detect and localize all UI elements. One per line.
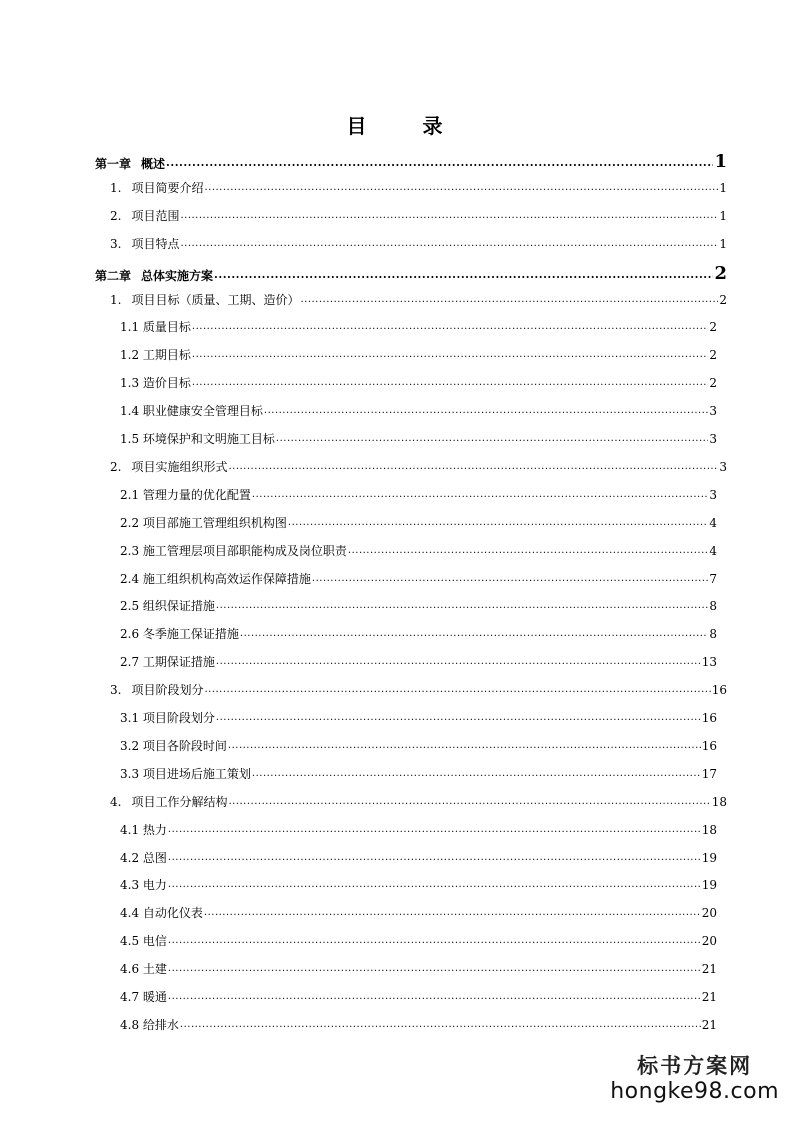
toc-subsection-entry[interactable] <box>120 1017 717 1033</box>
toc-page-number: 2 <box>709 348 717 362</box>
toc-entry-label <box>110 459 227 475</box>
toc-subsection-entry[interactable] <box>120 822 717 838</box>
toc-entry-label <box>120 487 251 503</box>
toc-entry-text: 2.4 施工组织机构高效运作保障措施 <box>120 572 311 586</box>
toc-entry-text: 2.6 冬季施工保证措施 <box>120 627 239 641</box>
toc-entry-label <box>120 431 275 447</box>
toc-entry-label <box>110 236 179 252</box>
toc-page-number: 8 <box>709 599 717 613</box>
toc-subsection-entry[interactable] <box>120 403 717 419</box>
toc-entry-label <box>120 933 167 949</box>
toc-page-number: 20 <box>701 934 717 948</box>
toc-dot-leader <box>228 740 701 754</box>
toc-page-number: 3 <box>709 488 717 502</box>
toc-entry-number: 3. <box>110 683 122 697</box>
toc-entry-label <box>120 598 215 614</box>
toc-entry-label <box>120 961 167 977</box>
toc-entry-label <box>120 626 239 642</box>
toc-section-entry[interactable] <box>110 180 727 196</box>
toc-entry-label <box>120 403 263 419</box>
toc-page-number: 7 <box>709 572 717 586</box>
toc-dot-leader <box>312 573 708 587</box>
toc-dot-leader <box>192 349 708 363</box>
toc-page-number: 1 <box>719 237 727 251</box>
toc-entry-text: 4.4 自动化仪表 <box>120 906 203 920</box>
toc-page-number: 1 <box>714 151 727 172</box>
toc-dot-leader <box>204 182 718 196</box>
toc-dot-leader <box>168 824 701 838</box>
toc-section-entry[interactable] <box>110 292 727 308</box>
toc-chapter-entry[interactable] <box>95 152 727 172</box>
toc-entry-label <box>120 375 191 391</box>
toc-dot-leader <box>216 656 701 670</box>
toc-page-number: 1 <box>719 181 727 195</box>
toc-page-number: 1 <box>719 209 727 223</box>
toc-page-number: 8 <box>709 627 717 641</box>
toc-entry-text: 概述 <box>141 157 166 171</box>
toc-dot-leader <box>216 600 708 614</box>
toc-entry-number: 第一章 <box>95 157 132 171</box>
toc-page-number: 21 <box>701 1018 717 1032</box>
toc-subsection-entry[interactable] <box>120 598 717 614</box>
toc-entry-label <box>120 319 191 335</box>
toc-subsection-entry[interactable] <box>120 515 717 531</box>
toc-dot-leader <box>228 796 710 810</box>
toc-entry-number: 2. <box>110 460 122 474</box>
toc-entry-number: 第二章 <box>95 269 132 283</box>
toc-entry-number: 1. <box>110 181 122 195</box>
toc-dot-leader <box>204 684 710 698</box>
toc-entry-text: 1.4 职业健康安全管理目标 <box>120 404 263 418</box>
toc-entry-label <box>120 738 227 754</box>
toc-dot-leader <box>288 517 708 531</box>
toc-entry-text: 项目范围 <box>131 209 180 223</box>
toc-entry-label <box>120 766 251 782</box>
toc-dot-leader <box>204 907 701 921</box>
toc-entry-text: 项目简要介绍 <box>131 181 204 195</box>
toc-entry-text: 项目目标（质量、工期、造价） <box>131 293 300 307</box>
toc-subsection-entry[interactable] <box>120 850 717 866</box>
toc-page-number: 16 <box>701 711 717 725</box>
toc-entry-label <box>95 156 165 172</box>
toc-entry-text: 总体实施方案 <box>141 269 214 283</box>
toc-page-number: 19 <box>701 851 717 865</box>
toc-entry-text: 2.7 工期保证措施 <box>120 655 215 669</box>
toc-entry-text: 1.1 质量目标 <box>120 320 191 334</box>
toc-title-char-1: 目 <box>346 114 371 138</box>
toc-entry-label <box>110 682 203 698</box>
toc-entry-label <box>110 292 299 308</box>
toc-dot-leader <box>192 377 708 391</box>
toc-page-number: 20 <box>701 906 717 920</box>
toc-entry-text: 3.1 项目阶段划分 <box>120 711 215 725</box>
toc-entry-text: 2.3 施工管理层项目部职能构成及岗位职责 <box>120 544 347 558</box>
toc-entry-label <box>120 543 347 559</box>
toc-dot-leader <box>168 935 701 949</box>
toc-entry-label <box>110 794 227 810</box>
toc-dot-leader <box>216 712 701 726</box>
toc-entry-number: 4. <box>110 795 122 809</box>
toc-page-number: 2 <box>719 293 727 307</box>
toc-entry-text: 项目阶段划分 <box>131 683 204 697</box>
toc-subsection-entry[interactable] <box>120 431 717 447</box>
toc-page-number: 2 <box>709 376 717 390</box>
toc-entry-label <box>120 515 287 531</box>
toc-page-number: 16 <box>711 683 727 697</box>
toc-subsection-entry[interactable] <box>120 738 717 754</box>
toc-entry-text: 4.7 暖通 <box>120 990 167 1004</box>
toc-subsection-entry[interactable] <box>120 877 717 893</box>
toc-page-number: 18 <box>701 823 717 837</box>
toc-entry-label <box>120 1017 179 1033</box>
toc-entry-label <box>120 710 215 726</box>
toc-entry-text: 3.3 项目进场后施工策划 <box>120 767 251 781</box>
toc-page-number: 21 <box>701 962 717 976</box>
toc-dot-leader <box>168 879 701 893</box>
toc-entry-text: 3.2 项目各阶段时间 <box>120 739 227 753</box>
toc-chapter-entry[interactable] <box>95 264 727 284</box>
toc-entry-label <box>120 822 167 838</box>
toc-entry-text: 1.3 造价目标 <box>120 376 191 390</box>
toc-entry-text: 4.3 电力 <box>120 878 167 892</box>
toc-dot-leader <box>214 269 713 284</box>
toc-page-number: 13 <box>701 655 717 669</box>
toc-entry-label <box>120 347 191 363</box>
toc-dot-leader <box>180 210 718 224</box>
toc-entry-text: 4.2 总图 <box>120 851 167 865</box>
toc-entry-label <box>110 208 179 224</box>
toc-subsection-entry[interactable] <box>120 933 717 949</box>
toc-dot-leader <box>348 545 708 559</box>
toc-page-number: 17 <box>701 767 717 781</box>
watermark <box>610 1050 779 1104</box>
toc-subsection-entry[interactable] <box>120 319 717 335</box>
toc-dot-leader <box>168 963 701 977</box>
toc-dot-leader <box>264 405 708 419</box>
toc-entry-text: 1.2 工期目标 <box>120 348 191 362</box>
toc-page-number: 3 <box>709 404 717 418</box>
toc-entry-label <box>120 905 203 921</box>
toc-dot-leader <box>166 157 713 172</box>
toc-entry-label <box>120 654 215 670</box>
watermark-url: hongke98.com <box>610 1079 779 1104</box>
toc-subsection-entry[interactable] <box>120 961 717 977</box>
toc-subsection-entry[interactable] <box>120 989 717 1005</box>
toc-page-number: 16 <box>701 739 717 753</box>
toc-dot-leader <box>180 1019 701 1033</box>
toc-subsection-entry[interactable] <box>120 626 717 642</box>
toc-entry-number: 2. <box>110 209 122 223</box>
toc-dot-leader <box>228 461 718 475</box>
toc-entry-text: 项目工作分解结构 <box>131 795 228 809</box>
toc-subsection-entry[interactable] <box>120 710 717 726</box>
toc-entry-text: 项目特点 <box>131 237 180 251</box>
toc-page-number: 3 <box>709 432 717 446</box>
toc-entry-label <box>120 850 167 866</box>
toc-dot-leader <box>252 489 708 503</box>
toc-subsection-entry[interactable] <box>120 347 717 363</box>
toc-section-entry[interactable] <box>110 459 727 475</box>
watermark-brand: 标书方案网 <box>637 1053 753 1078</box>
toc-entry-label <box>120 571 311 587</box>
toc-subsection-entry[interactable] <box>120 766 717 782</box>
toc-subsection-entry[interactable] <box>120 487 717 503</box>
toc-entry-text: 2.5 组织保证措施 <box>120 599 215 613</box>
toc-page-number: 19 <box>701 878 717 892</box>
toc-page-number: 18 <box>711 795 727 809</box>
toc-subsection-entry[interactable] <box>120 905 717 921</box>
toc-entry-text: 4.1 热力 <box>120 823 167 837</box>
toc-section-entry[interactable] <box>110 682 727 698</box>
toc-section-entry[interactable] <box>110 236 727 252</box>
toc-entry-number: 3. <box>110 237 122 251</box>
toc-entry-text: 2.2 项目部施工管理组织机构图 <box>120 516 287 530</box>
toc-entry-label <box>120 877 167 893</box>
toc-dot-leader <box>276 433 708 447</box>
toc-subsection-entry[interactable] <box>120 571 717 587</box>
toc-section-entry[interactable] <box>110 208 727 224</box>
toc-page-number: 21 <box>701 990 717 1004</box>
toc-entry-text: 4.8 给排水 <box>120 1018 179 1032</box>
toc-dot-leader <box>192 321 708 335</box>
toc-dot-leader <box>180 238 718 252</box>
toc-dot-leader <box>300 294 718 308</box>
toc-page-number: 4 <box>709 544 717 558</box>
toc-entry-text: 2.1 管理力量的优化配置 <box>120 488 251 502</box>
toc-entry-text: 4.5 电信 <box>120 934 167 948</box>
toc-entry-label <box>110 180 203 196</box>
toc-entry-text: 项目实施组织形式 <box>131 460 228 474</box>
toc-dot-leader <box>240 628 708 642</box>
toc-page-number: 4 <box>709 516 717 530</box>
toc-subsection-entry[interactable] <box>120 375 717 391</box>
toc-entry-text: 4.6 土建 <box>120 962 167 976</box>
toc-subsection-entry[interactable] <box>120 543 717 559</box>
toc-page-number: 2 <box>714 263 727 284</box>
toc-entry-label <box>120 989 167 1005</box>
toc-dot-leader <box>168 852 701 866</box>
toc-page-number: 2 <box>709 320 717 334</box>
toc-title-char-2: 录 <box>422 114 447 138</box>
toc-page-number: 3 <box>719 460 727 474</box>
toc-subsection-entry[interactable] <box>120 654 717 670</box>
toc-dot-leader <box>168 991 701 1005</box>
toc-entry-label <box>95 268 213 284</box>
toc-dot-leader <box>252 768 701 782</box>
toc-entry-text: 1.5 环境保护和文明施工目标 <box>120 432 275 446</box>
toc-section-entry[interactable] <box>110 794 727 810</box>
toc-entry-number: 1. <box>110 293 122 307</box>
